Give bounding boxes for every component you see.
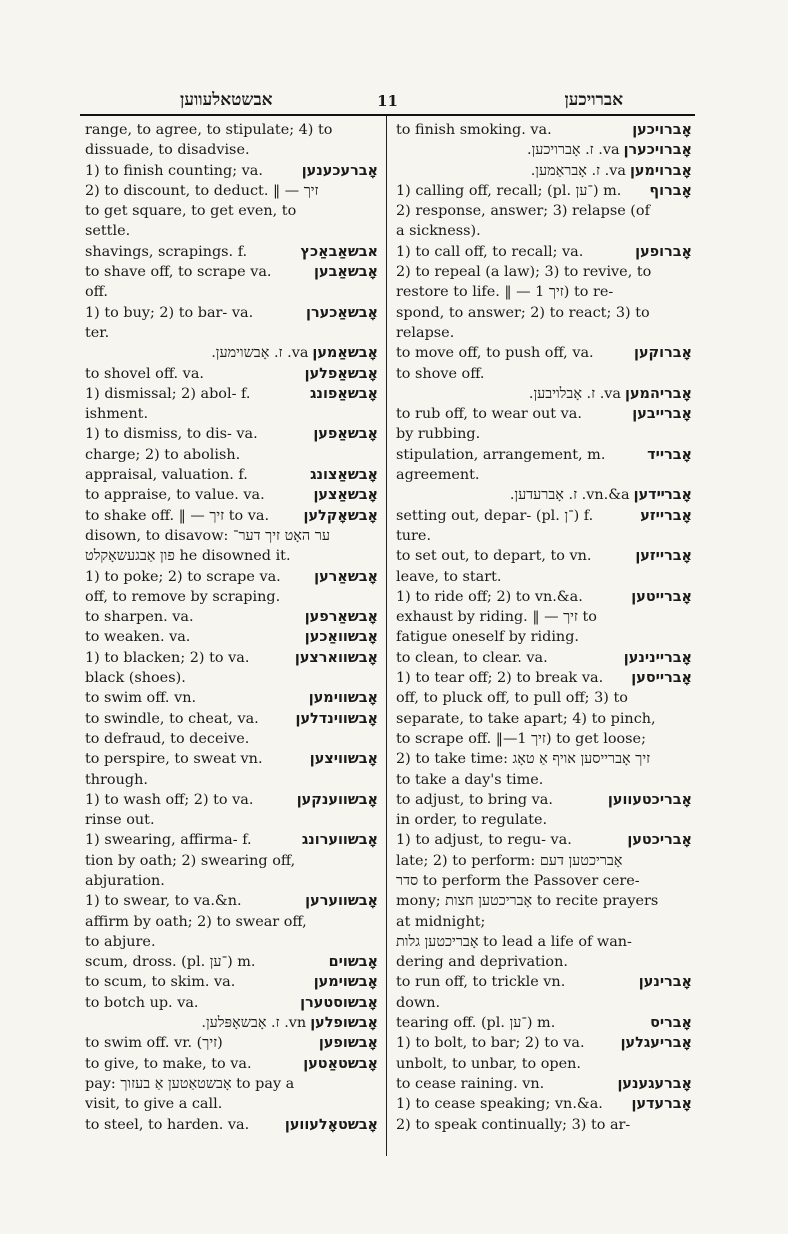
header-guide-word-right: אברויכען (564, 90, 623, 110)
headword: אָברוימען (629, 162, 692, 179)
entry-text: at midnight; (396, 913, 486, 930)
entry-text: to set out, to depart, to vn. (396, 548, 592, 565)
headword: אָבשאַפלען (304, 365, 378, 382)
dictionary-line (396, 1074, 692, 1094)
entry-text: 1) to ride off; 2) to vn.&a. (396, 588, 583, 605)
dictionary-line (85, 972, 378, 992)
dictionary-line (85, 1054, 378, 1074)
entry-text: to swim off. vn. (85, 690, 197, 707)
headword: אָבשווינדלען (295, 710, 378, 727)
dictionary-line (396, 282, 692, 302)
entry-text: 1) to call off, to recall; va. (396, 243, 584, 260)
headword: אָבשאַרפען (304, 609, 378, 626)
dictionary-line (85, 282, 378, 302)
dictionary-line (85, 749, 378, 769)
dictionary-line (396, 851, 692, 871)
dictionary-line (85, 952, 378, 972)
dictionary-line (396, 384, 692, 404)
dictionary-line (85, 810, 378, 830)
entry-text: 2) to take time: זיך אָברייסען אויף אַ טאָג (396, 751, 651, 768)
headword: אָברייבען (632, 406, 692, 423)
headword: אָבשוימען (313, 974, 378, 991)
dictionary-line (85, 1115, 378, 1135)
entry-text: spond, to answer; 2) to react; 3) to (396, 304, 650, 321)
dictionary-line (85, 790, 378, 810)
dictionary-line (396, 871, 692, 891)
dictionary-line (85, 871, 378, 891)
page-number: 11 (377, 92, 398, 110)
dictionary-line (85, 323, 378, 343)
headword: אָבשווערען (305, 893, 378, 910)
dictionary-line (396, 161, 692, 181)
dictionary-line (396, 830, 692, 850)
headword: אָברײדען (633, 487, 692, 504)
dictionary-line (396, 546, 692, 566)
dictionary-line (396, 790, 692, 810)
entry-text: סדר to perform the Passover cere- (396, 872, 640, 889)
entry-text: setting out, depar- (pl. ־ן) f. (396, 507, 594, 524)
entry-text: shavings, scrapings. f. (85, 243, 248, 260)
dictionary-line (396, 729, 692, 749)
entry-text: va. ז. אָברויכען. (527, 142, 620, 159)
entry-text: to scum, to skim. va. (85, 974, 236, 991)
dictionary-line (396, 1115, 692, 1135)
dictionary-line (85, 709, 378, 729)
headword: אָברויכען (632, 122, 692, 138)
dictionary-line (85, 587, 378, 607)
dictionary-line (85, 201, 378, 221)
entry-text: disown, to disavow: ער האָט זיך דער־ (85, 527, 330, 544)
entry-text: stipulation, arrangement, m. (396, 446, 606, 463)
dictionary-line (396, 648, 692, 668)
dictionary-line (396, 993, 692, 1013)
headword: אָבשאָקלען (303, 507, 378, 524)
entry-text: dering and deprivation. (396, 954, 568, 971)
dictionary-line (396, 506, 692, 526)
dictionary-line (85, 1033, 378, 1053)
entry-text: to sharpen. va. (85, 609, 194, 626)
entry-text: range, to agree, to stipulate; 4) to (85, 122, 333, 138)
entry-text: tearing off. (pl. ־ען) m. (396, 1015, 556, 1032)
entry-text: to abjure. (85, 933, 156, 950)
dictionary-line (85, 830, 378, 850)
dictionary-line (396, 932, 692, 952)
entry-text: 1) to adjust, to regu- va. (396, 832, 572, 849)
dictionary-line (396, 688, 692, 708)
entry-text: by rubbing. (396, 426, 481, 443)
headword: אָברוקען (634, 345, 692, 362)
dictionary-line (85, 1074, 378, 1094)
entry-text: late; 2) to perform: אָבריכטען דעם (396, 852, 623, 869)
entry-text: ter. (85, 324, 110, 341)
headword: אָברעגענען (617, 1075, 692, 1092)
entry-text: 1) to finish counting; va. (85, 162, 263, 179)
dictionary-line (85, 181, 378, 201)
dictionary-line (85, 485, 378, 505)
headword: אָבשאַפונג (310, 385, 378, 402)
entry-text: to run off, to trickle vn. (396, 974, 566, 991)
dictionary-line (85, 384, 378, 404)
headword: אָבשווענקען (296, 791, 378, 808)
dictionary-line (396, 587, 692, 607)
entry-text: 1) to cease speaking; vn.&a. (396, 1096, 603, 1113)
dictionary-line (85, 161, 378, 181)
entry-text: vn.&a. ז. אָברעדען. (509, 487, 630, 504)
entry-text: va. ז. אָבלויבען. (528, 385, 622, 402)
entry-text: charge; 2) to abolish. (85, 446, 241, 463)
dictionary-line (396, 221, 692, 241)
dictionary-line (396, 1013, 692, 1033)
dictionary-line (396, 120, 692, 140)
right-column (396, 120, 692, 1135)
dictionary-line (85, 1013, 378, 1033)
headword: אָבשאַרען (314, 568, 378, 585)
headword: אָבשאַצונג (310, 467, 378, 484)
headword: אָבשופען (318, 1035, 378, 1052)
entry-text: restore to life. ‖ — זיך 1) to re- (396, 284, 614, 301)
dictionary-line (396, 303, 692, 323)
entry-text: pay: אָבשטאַטען אַ בעזוך to pay a (85, 1075, 295, 1092)
entry-text: affirm by oath; 2) to swear off, (85, 913, 307, 930)
dictionary-line (396, 323, 692, 343)
entry-text: to steel, to harden. va. (85, 1116, 250, 1133)
headword: אָבשופלען (310, 1015, 378, 1032)
headword: אבשאַבאַכץ (300, 243, 378, 260)
dictionary-line (85, 404, 378, 424)
headword: אָבריינינען (623, 649, 692, 666)
headword: אָברייד (647, 446, 692, 463)
dictionary-line (396, 567, 692, 587)
dictionary-line (396, 465, 692, 485)
dictionary-line (396, 709, 692, 729)
entry-text: leave, to start. (396, 568, 502, 585)
entry-text: to swindle, to cheat, va. (85, 710, 259, 727)
column-divider (386, 116, 387, 1156)
entry-text: visit, to give a call. (85, 1096, 223, 1113)
entry-text: to cease raining. vn. (396, 1075, 545, 1092)
dictionary-line (85, 140, 378, 160)
entry-text: agreement. (396, 467, 480, 484)
headword: אָבשאַבען (314, 264, 378, 281)
headword: אָבשווימען (308, 690, 378, 707)
entry-text: appraisal, valuation. f. (85, 467, 248, 484)
entry-text: va. ז. אָבראַמען. (530, 162, 626, 179)
headword: אָבשטאַטען (303, 1055, 378, 1072)
entry-text: in order, to regulate. (396, 812, 548, 829)
entry-text: black (shoes). (85, 670, 186, 687)
headword: אָבריעגלען (620, 1035, 692, 1052)
dictionary-line (396, 526, 692, 546)
dictionary-line (85, 648, 378, 668)
header-guide-word-left: אבשטאלעווען (180, 90, 273, 110)
dictionary-line (396, 262, 692, 282)
headword: אָברייזע (640, 507, 692, 524)
entry-text: אָבריכטען גלות to lead a life of wan- (396, 933, 632, 950)
dictionary-line (396, 1054, 692, 1074)
dictionary-line (396, 1094, 692, 1114)
entry-text: 1) to swear, to va.&n. (85, 893, 242, 910)
dictionary-line (85, 912, 378, 932)
headword: אָבריס (650, 1015, 692, 1032)
entry-text: separate, to take apart; 4) to pinch, (396, 710, 656, 727)
dictionary-line (396, 242, 692, 262)
entry-text: to perspire, to sweat vn. (85, 751, 263, 768)
dictionary-line (85, 221, 378, 241)
entry-text: off. (85, 284, 108, 301)
entry-text: down. (396, 994, 441, 1011)
headword: אָבריהמען (625, 385, 692, 402)
entry-text: vn. ז. אָבשאָפּלען. (201, 1015, 307, 1032)
entry-text: to finish smoking. va. (396, 122, 552, 138)
entry-text: 2) to repeal (a law); 3) to revive, to (396, 264, 652, 281)
dictionary-line (396, 364, 692, 384)
entry-text: mony; אָבריכטען חצות to recite prayers (396, 893, 659, 910)
entry-text: tion by oath; 2) swearing off, (85, 852, 296, 869)
entry-text: scum, dross. (pl. ־ען) m. (85, 954, 256, 971)
dictionary-line (85, 120, 378, 140)
headword: אָברופען (635, 243, 692, 260)
dictionary-line (85, 851, 378, 871)
dictionary-line (85, 729, 378, 749)
dictionary-line (85, 668, 378, 688)
dictionary-line (85, 932, 378, 952)
headword: אָבשוואַכען (304, 629, 378, 646)
dictionary-line (85, 993, 378, 1013)
dictionary-line (396, 201, 692, 221)
headword: אָבשאַפען (313, 426, 378, 443)
dictionary-line (85, 242, 378, 262)
entry-text: settle. (85, 223, 131, 240)
entry-text: rinse out. (85, 812, 155, 829)
dictionary-line (85, 343, 378, 363)
entry-text: 1) to blacken; 2) to va. (85, 649, 250, 666)
dictionary-line (85, 465, 378, 485)
dictionary-line (396, 770, 692, 790)
entry-text: פון אַבגעשאָקלט he disowned it. (85, 548, 291, 565)
entry-text: off, to remove by scraping. (85, 588, 281, 605)
dictionary-line (396, 485, 692, 505)
entry-text: exhaust by riding. ‖ — זיך to (396, 609, 597, 626)
entry-text: 1) to tear off; 2) to break va. (396, 670, 604, 687)
entry-text: dissuade, to disadvise. (85, 142, 250, 159)
dictionary-line (85, 546, 378, 566)
entry-text: 1) to buy; 2) to bar- va. (85, 304, 254, 321)
dictionary-line (396, 424, 692, 444)
headword: אָבשאַצען (313, 487, 378, 504)
dictionary-line (85, 607, 378, 627)
entry-text: to shovel off. va. (85, 365, 204, 382)
dictionary-line (85, 770, 378, 790)
headword: אָבשווארצען (294, 649, 378, 666)
entry-text: 2) to speak continually; 3) to ar- (396, 1116, 631, 1133)
running-header (80, 84, 695, 116)
dictionary-line (85, 891, 378, 911)
dictionary-line (85, 303, 378, 323)
entry-text: to shave off, to scrape va. (85, 264, 272, 281)
dictionary-line (85, 364, 378, 384)
entry-text: off, to pluck off, to pull off; 3) to (396, 690, 628, 707)
dictionary-line (396, 972, 692, 992)
dictionary-line (85, 567, 378, 587)
headword: אָברעדען (631, 1096, 692, 1113)
entry-text: 1) to poke; 2) to scrape va. (85, 568, 281, 585)
headword: אָברויכערן (623, 142, 692, 159)
entry-text: to clean, to clear. va. (396, 649, 548, 666)
entry-text: to scrape off. ‖—זיך 1) to get loose; (396, 730, 646, 747)
dictionary-line (396, 181, 692, 201)
headword: אָבשוסטערן (300, 994, 378, 1011)
headword: אָבשאַמען (312, 345, 378, 362)
dictionary-line (396, 404, 692, 424)
entry-text: va. ז. אָבשוימען. (211, 345, 309, 362)
entry-text: 1) to wash off; 2) to va. (85, 791, 254, 808)
dictionary-line (85, 262, 378, 282)
entry-text: 2) to discount, to deduct. ‖ — זיך (85, 182, 319, 199)
entry-text: 2) response, answer; 3) relapse (of (396, 203, 650, 220)
entry-text: fatigue oneself by riding. (396, 629, 579, 646)
entry-text: to shove off. (396, 365, 485, 382)
dictionary-line (396, 445, 692, 465)
entry-text: a sickness). (396, 223, 481, 240)
dictionary-line (85, 688, 378, 708)
entry-text: to adjust, to bring va. (396, 791, 553, 808)
dictionary-line (396, 607, 692, 627)
dictionary-line (85, 1094, 378, 1114)
dictionary-line (85, 424, 378, 444)
headword: אָברייטען (631, 588, 692, 605)
entry-text: 1) calling off, recall; (pl. ־ען) m. (396, 182, 622, 199)
entry-text: to give, to make, to va. (85, 1055, 252, 1072)
entry-text: to move off, to push off, va. (396, 345, 594, 362)
entry-text: to botch up. va. (85, 994, 199, 1011)
headword: אָבשווערונג (301, 832, 378, 849)
headword: אָברוף (649, 182, 692, 199)
entry-text: ishment. (85, 406, 149, 423)
dictionary-line (396, 952, 692, 972)
entry-text: 1) to bolt, to bar; 2) to va. (396, 1035, 585, 1052)
entry-text: to swim off. vr. (זיך) (85, 1035, 223, 1052)
headword: אָברייסען (631, 670, 692, 687)
dictionary-line (396, 343, 692, 363)
entry-text: through. (85, 771, 148, 788)
dictionary-line (396, 891, 692, 911)
entry-text: abjuration. (85, 872, 165, 889)
dictionary-line (85, 506, 378, 526)
dictionary-line (396, 668, 692, 688)
entry-text: relapse. (396, 324, 455, 341)
entry-text: to appraise, to value. va. (85, 487, 265, 504)
entry-text: 1) to dismiss, to dis- va. (85, 426, 258, 443)
dictionary-line (396, 627, 692, 647)
entry-text: ture. (396, 527, 432, 544)
headword: אָברינען (638, 974, 692, 991)
entry-text: to get square, to get even, to (85, 203, 297, 220)
dictionary-line (85, 445, 378, 465)
dictionary-line (396, 810, 692, 830)
dictionary-line (396, 912, 692, 932)
headword: אָבשוים (328, 954, 378, 971)
headword: אָברייזען (635, 548, 692, 565)
entry-text: 1) dismissal; 2) abol- f. (85, 385, 251, 402)
entry-text: to shake off. ‖ — זיך to va. (85, 507, 270, 524)
headword: אָברעכענען (301, 162, 378, 179)
headword: אָבשטאָלעווען (284, 1116, 378, 1133)
entry-text: to defraud, to deceive. (85, 730, 250, 747)
dictionary-line (396, 1033, 692, 1053)
dictionary-line (85, 526, 378, 546)
headword: אָבשוויצען (309, 751, 378, 768)
headword: אָבריכטען (627, 832, 692, 849)
left-column (85, 120, 378, 1135)
entry-text: 1) swearing, affirma- f. (85, 832, 252, 849)
entry-text: unbolt, to unbar, to open. (396, 1055, 581, 1072)
dictionary-line (396, 749, 692, 769)
entry-text: to weaken. va. (85, 629, 191, 646)
headword: אָבשאַכערן (306, 304, 378, 321)
headword: אָבריכטעווען (607, 791, 692, 808)
entry-text: to rub off, to wear out va. (396, 406, 582, 423)
dictionary-line (85, 627, 378, 647)
entry-text: to take a day's time. (396, 771, 544, 788)
dictionary-line (396, 140, 692, 160)
